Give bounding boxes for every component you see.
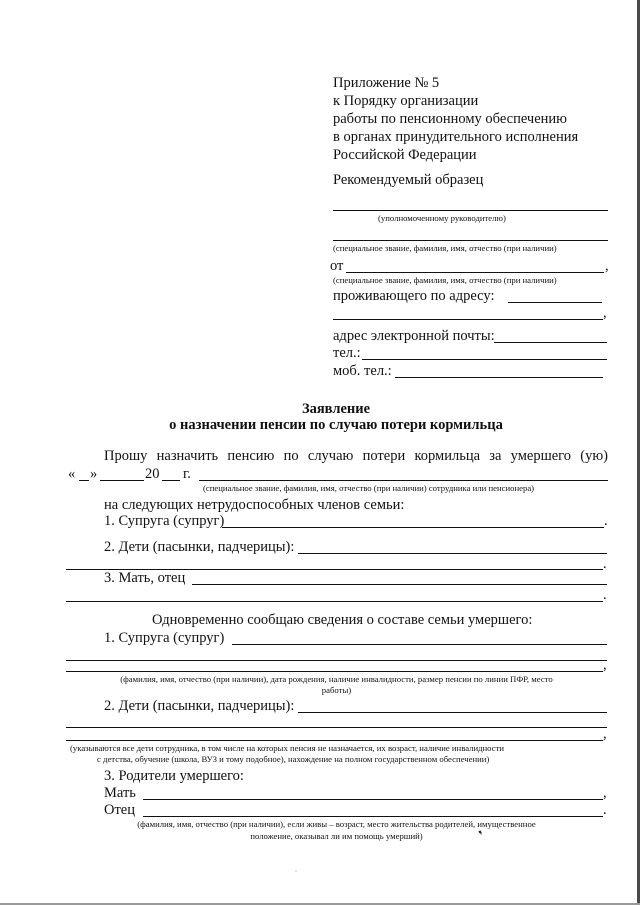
deceased-caption: (специальное звание, фамилия, имя, отчество (при наличии) сотрудника или пенсионера) xyxy=(203,483,535,493)
parents-field-2[interactable] xyxy=(66,601,603,602)
date-close-quote: » xyxy=(90,466,98,482)
address-field-2[interactable] xyxy=(333,319,603,320)
appendix-line-1: к Порядку организации xyxy=(333,93,479,109)
spouse-field[interactable] xyxy=(222,527,604,528)
family-spouse-label: 1. Супруга (супруг) xyxy=(104,630,225,646)
appendix-line-3: в органах принудительного исполнения xyxy=(333,129,579,145)
family-intro: Одновременно сообщаю сведения о составе семьи умершего: xyxy=(152,612,533,628)
mother-field[interactable] xyxy=(143,799,603,800)
from-label: от xyxy=(330,258,344,274)
rank-field[interactable] xyxy=(333,240,608,241)
parents-caption-2: положение, оказывал ли им помощь умерший) xyxy=(250,831,423,841)
parents-field-1[interactable] xyxy=(192,584,607,585)
from-field[interactable] xyxy=(346,272,604,273)
mother-end: , xyxy=(603,785,607,801)
year-prefix: 20 xyxy=(145,466,160,482)
family-parents-label: 3. Родители умершего: xyxy=(104,768,244,784)
date-year-field[interactable] xyxy=(162,480,180,481)
family-children-field-1[interactable] xyxy=(298,712,607,713)
rank-caption: (специальное звание, фамилия, имя, отчество (при наличии) xyxy=(333,243,557,253)
scan-speck-small: · xyxy=(295,869,297,875)
request-text: Прошу назначить пенсию по случаю потери кормильца за умершего (ую) xyxy=(104,448,608,464)
family-children-caption-2: с детства, обучение (школа, ВУЗ и тому подобное), нахождение на полном государственном обеспечении) xyxy=(97,754,490,764)
family-spouse-end: , xyxy=(603,657,607,673)
phone-label: тел.: xyxy=(333,345,361,361)
appendix-number: Приложение № 5 xyxy=(333,75,440,91)
from-comma: , xyxy=(605,258,609,274)
date-day-field[interactable] xyxy=(79,480,89,481)
address-field-1[interactable] xyxy=(508,302,602,303)
children-field-1[interactable] xyxy=(298,553,607,554)
father-field[interactable] xyxy=(143,816,603,817)
mobile-field[interactable] xyxy=(395,377,603,378)
phone-field[interactable] xyxy=(362,359,607,360)
family-spouse-caption-1: (фамилия, имя, отчество (при наличии), дата рождения, наличие инвалидности, размер пенсии по линии ПФР, место xyxy=(120,674,553,684)
spouse-end: . xyxy=(604,513,608,529)
family-children-label: 2. Дети (пасынки, падчерицы): xyxy=(104,698,295,714)
parents-caption-1: (фамилия, имя, отчество (при наличии), если живы – возраст, место жительства родителей, имущественное xyxy=(137,819,536,829)
members-text: на следующих нетрудоспособных членов семьи: xyxy=(104,497,405,513)
year-suffix: г. xyxy=(183,466,191,482)
appendix-line-4: Российской Федерации xyxy=(333,147,477,163)
children-label: 2. Дети (пасынки, падчерицы): xyxy=(104,539,295,555)
parents-label: 3. Мать, отец xyxy=(104,570,186,586)
spouse-label: 1. Супруга (супруг) xyxy=(104,513,225,529)
manager-caption: (уполномоченному руководителю) xyxy=(378,213,506,223)
family-spouse-caption-2: работы) xyxy=(321,685,352,695)
scan-speck: ❜ xyxy=(476,827,488,843)
date-open-quote: « xyxy=(68,466,76,482)
children-end: . xyxy=(603,556,607,572)
family-spouse-field-1[interactable] xyxy=(232,644,607,645)
father-end: . xyxy=(603,802,607,818)
manager-field[interactable] xyxy=(333,210,608,211)
email-label: адрес электронной почты: xyxy=(333,328,495,344)
address-comma: , xyxy=(603,305,607,321)
family-children-field-2[interactable] xyxy=(66,727,607,728)
family-children-caption-1: (указываются все дети сотрудника, в том числе на которых пенсия не назначается, их возраст, наличие инвалидности xyxy=(70,743,505,753)
parents-end: . xyxy=(603,587,607,603)
mother-label: Мать xyxy=(104,785,136,801)
mobile-label: моб. тел.: xyxy=(333,363,392,379)
family-children-end: , xyxy=(603,726,607,742)
from-caption: (специальное звание, фамилия, имя, отчество (при наличии) xyxy=(333,275,557,285)
statement-subtitle: о назначении пенсии по случаю потери кормильца xyxy=(169,417,503,433)
family-children-field-3[interactable] xyxy=(66,740,603,741)
recommended-sample: Рекомендуемый образец xyxy=(333,172,484,188)
family-spouse-field-3[interactable] xyxy=(66,671,603,672)
appendix-line-2: работы по пенсионному обеспечению xyxy=(333,111,567,127)
deceased-field[interactable] xyxy=(199,480,608,481)
father-label: Отец xyxy=(104,802,136,818)
address-label: проживающего по адресу: xyxy=(333,288,495,304)
family-spouse-field-2[interactable] xyxy=(66,660,607,661)
email-field[interactable] xyxy=(494,342,607,343)
date-month-field[interactable] xyxy=(100,480,144,481)
statement-title: Заявление xyxy=(301,401,371,417)
